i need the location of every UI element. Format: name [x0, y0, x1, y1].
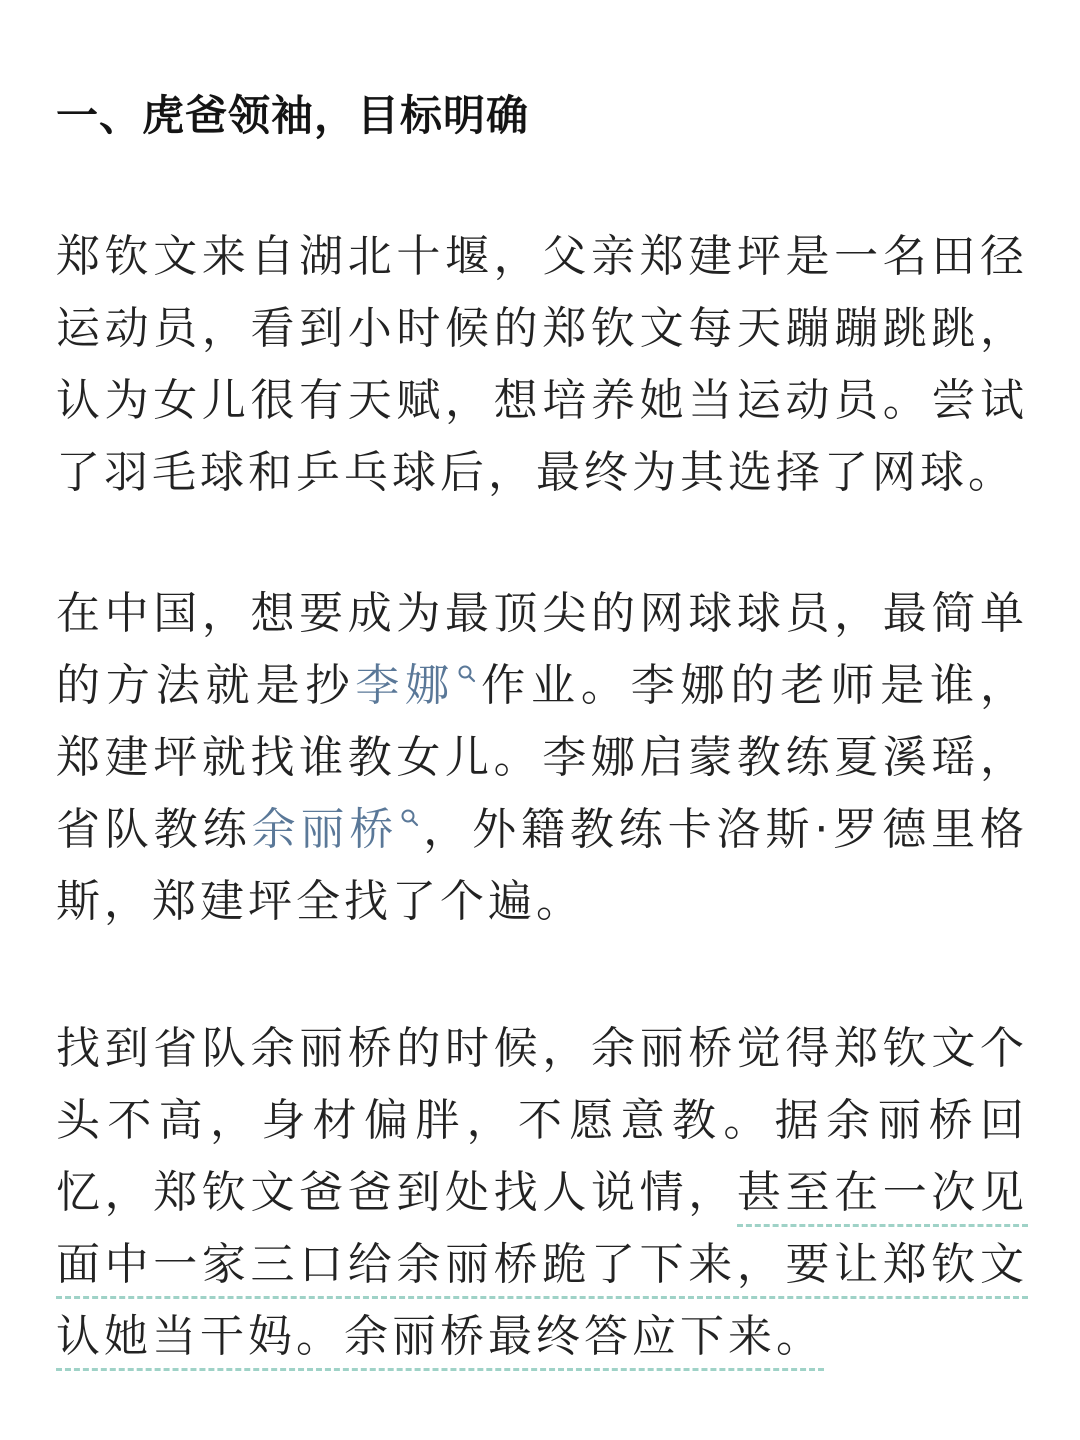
paragraph-3 — [56, 1013, 1028, 1373]
keyword-link-yu-liqiao[interactable]: 余丽桥 — [251, 804, 399, 855]
paragraph-2-text-2: 作业。李娜的老师是谁，郑建坪就找谁教女儿。李娜启蒙教练夏溪瑶，省队教练 — [56, 660, 1029, 855]
paragraph-2 — [56, 578, 1028, 938]
search-icon[interactable] — [400, 808, 420, 828]
paragraph-3-text-1: 找到省队余丽桥的时候，余丽桥觉得郑钦文个头不高，身材偏胖，不愿意教。据余丽桥回忆，郑钦文爸爸到处找人说情， — [56, 1023, 1028, 1218]
keyword-link-li-na[interactable]: 李娜 — [355, 660, 456, 711]
section-heading: 一、虎爸领袖，目标明确 — [56, 91, 530, 140]
highlighted-passage[interactable]: 甚至在一次见面中一家三口给余丽桥跪了下来，要让郑钦文认她当干妈。余丽桥最终答应下来。 — [56, 1167, 1028, 1371]
paragraph-1-text: 郑钦文来自湖北十堰，父亲郑建坪是一名田径运动员，看到小时候的郑钦文每天蹦蹦跳跳，认为女儿很有天赋，想培养她当运动员。尝试了羽毛球和乒乓球后，最终为其选择了网球。 — [56, 231, 1028, 498]
paragraph-2-text-1: 在中国，想要成为最顶尖的网球球员，最简单的方法就是抄 — [56, 588, 1028, 711]
paragraph-2-text-3: ，外籍教练卡洛斯·罗德里格斯，郑建坪全找了个遍。 — [56, 804, 1028, 927]
search-icon[interactable] — [457, 664, 477, 684]
paragraph-1 — [56, 221, 1028, 509]
